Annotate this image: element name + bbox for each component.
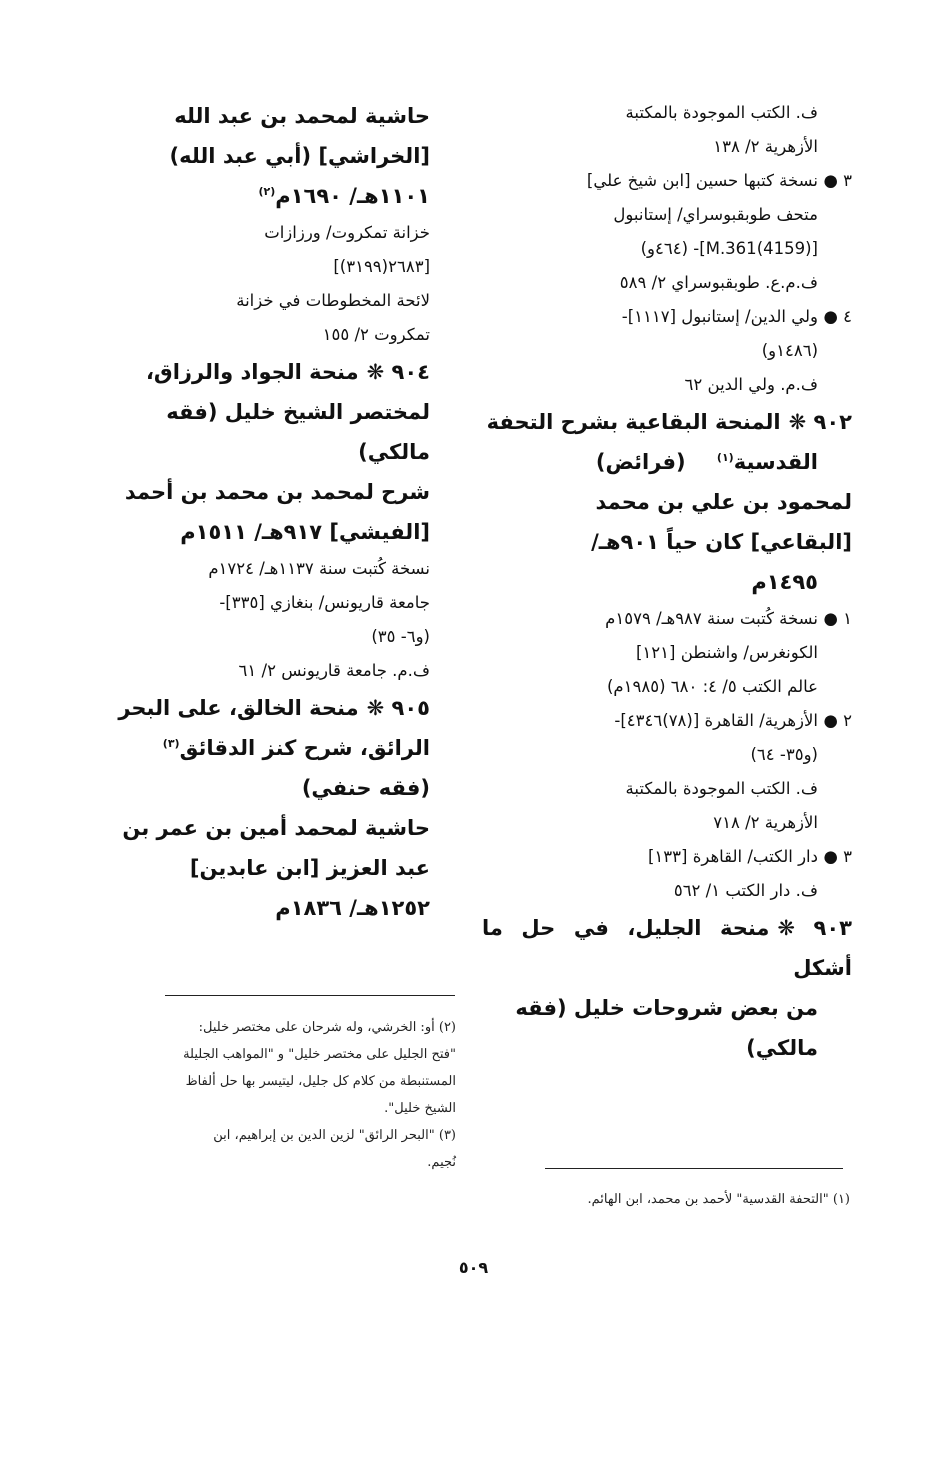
item-line: دار الكتب/ القاهرة [١٣٣] bbox=[647, 847, 818, 866]
entry-902-title-2 bbox=[482, 442, 852, 482]
ref-line: جامعة قاريونس/ بنغازي [٣٣٥]- bbox=[219, 593, 430, 612]
title-line: الرائق، شرح كنز الدقائق bbox=[179, 736, 430, 760]
ref-line: لائحة المخطوطات في خزانة bbox=[236, 291, 430, 310]
item-line: ف.م. ولي الدين ٦٢ bbox=[684, 375, 818, 394]
page-number: ٥٠٩ bbox=[458, 1258, 489, 1277]
author-line: [الخراشي] (أبي عبد الله) bbox=[169, 144, 430, 168]
item-line: ف. الكتب الموجودة بالمكتبة bbox=[625, 779, 818, 798]
footnote-text: نُجيم. bbox=[427, 1155, 456, 1170]
subject-tag: (فقه حنفي) bbox=[301, 776, 430, 800]
item-line: ف.م.ع. طوبقبوسراي ٢/ ٥٨٩ bbox=[619, 273, 818, 292]
footnote-text: أو: الخرشي، وله شرحان على مختصر خليل: bbox=[198, 1020, 435, 1035]
author-line: شرح لمحمد بن محمد بن أحمد bbox=[124, 480, 430, 504]
ref-line: [٢٦٨٣(٣١٩٩)] bbox=[333, 257, 430, 276]
footnote-text: المستنبطة من كلام كل جليل، ليتيسر بها حل ألفاظ bbox=[185, 1074, 456, 1089]
footnote-divider bbox=[545, 1168, 843, 1169]
ref-line: نسخة كُتبت سنة ١١٣٧هـ/ ١٧٢٤م bbox=[208, 559, 430, 578]
entry-number: ٩٠٢ ❋ bbox=[788, 410, 852, 434]
ref-line: الأزهرية ٢/ ١٣٨ bbox=[713, 137, 818, 156]
entry-number: ٩٠٤ ❋ bbox=[366, 360, 430, 384]
footnote-number: (٢) bbox=[438, 1020, 456, 1035]
copy-item bbox=[482, 840, 852, 908]
footnote-ref: (٣) bbox=[162, 737, 180, 750]
title-line: منحة الجواد والرزاق، bbox=[145, 360, 359, 384]
copy-item bbox=[482, 300, 852, 402]
footnote-text: "فتح الجليل على مختصر خليل" و "المواهب الجليلة bbox=[183, 1047, 456, 1062]
date-text: ١١٠١هـ/ ١٦٩٠م bbox=[275, 184, 430, 208]
author-line bbox=[95, 176, 430, 216]
title-line: القدسية bbox=[733, 450, 818, 474]
entry-number: ٩٠٣ ❋ bbox=[777, 916, 852, 940]
entry-905-title bbox=[95, 688, 430, 728]
author-line: عبد العزيز [ابن عابدين] bbox=[189, 856, 430, 880]
item-line: (١٤٨٦و) bbox=[761, 341, 818, 360]
item-bullet: ٢ ● bbox=[823, 711, 852, 730]
footnote-ref: (٢) bbox=[258, 185, 276, 198]
title-line: مالكي) bbox=[746, 1036, 818, 1060]
footnote-number: (٣) bbox=[438, 1128, 456, 1143]
item-line: ف. دار الكتب ١/ ٥٦٢ bbox=[673, 881, 818, 900]
copy-item bbox=[482, 602, 852, 704]
left-column bbox=[95, 96, 430, 928]
subject-tag: (فرائض) bbox=[595, 450, 686, 474]
title-line-2 bbox=[95, 728, 430, 768]
footnote-divider bbox=[165, 995, 455, 996]
author-line: [البقاعي] كان حياً ٩٠١هـ/ bbox=[591, 530, 852, 554]
author-line: حاشية لمحمد بن عبد الله bbox=[174, 104, 430, 128]
ref-line: ف. الكتب الموجودة بالمكتبة bbox=[625, 103, 818, 122]
ref-line: ف.م. جامعة قاريونس ٢/ ٦١ bbox=[238, 661, 430, 680]
footnote-text: الشيخ خليل". bbox=[384, 1101, 456, 1116]
item-bullet: ١ ● bbox=[823, 609, 852, 628]
copy-item bbox=[482, 704, 852, 840]
author-line: ١٤٩٥م bbox=[751, 570, 818, 594]
entry-902-title bbox=[482, 402, 852, 442]
ref-line: تمكروت ٢/ ١٥٥ bbox=[322, 325, 430, 344]
copy-item bbox=[482, 164, 852, 300]
ref-line: (و٦- ٣٥) bbox=[371, 627, 430, 646]
item-line: (و٣٥- ٦٤) bbox=[750, 745, 818, 764]
right-column bbox=[482, 96, 852, 1068]
footnote-text: "التحفة القدسية" لأحمد بن محمد، ابن الهائم. bbox=[587, 1192, 829, 1207]
ref-line: خزانة تمكروت/ ورزازات bbox=[264, 223, 430, 242]
item-line: الكونغرس/ واشنطن [١٢١] bbox=[635, 643, 818, 662]
footnote bbox=[128, 1014, 456, 1041]
item-bullet: ٣ ● bbox=[823, 847, 852, 866]
item-line: [(4159)M.361]- (٤٦٤و) bbox=[640, 239, 818, 258]
title-line: منحة الخالق، على البحر bbox=[118, 696, 359, 720]
footnote bbox=[128, 1122, 456, 1149]
item-line: الأزهرية/ القاهرة [(٧٨)٤٣٤٦]- bbox=[614, 711, 818, 730]
title-line: لمختصر الشيخ خليل (فقه bbox=[166, 400, 430, 424]
item-line: عالم الكتب ٥/ ٤: ٦٨٠ (١٩٨٥م) bbox=[606, 677, 818, 696]
footnotes-right bbox=[520, 1186, 850, 1213]
author-line: حاشية لمحمد أمين بن عمر بن bbox=[122, 816, 430, 840]
title-line: من بعض شروحات خليل (فقه bbox=[515, 996, 818, 1020]
item-line: الأزهرية ٢/ ٧١٨ bbox=[713, 813, 818, 832]
item-bullet: ٤ ● bbox=[823, 307, 852, 326]
item-line: نسخة كتبها حسين [ابن شيخ علي] bbox=[586, 171, 818, 190]
title-line: مالكي) bbox=[358, 440, 430, 464]
footnote bbox=[520, 1186, 850, 1213]
title-line: المنحة البقاعية بشرح التحفة bbox=[486, 410, 781, 434]
item-bullet: ٣ ● bbox=[823, 171, 852, 190]
item-line: متحف طوبقبوسراي/ إستانبول bbox=[613, 205, 818, 224]
item-line: ولي الدين/ إستانبول [١١١٧]- bbox=[621, 307, 818, 326]
entry-903-title bbox=[482, 908, 852, 988]
footnote-text: "البحر الرائق" لزين الدين بن إبراهيم، ابن bbox=[213, 1128, 435, 1143]
footnote-number: (١) bbox=[832, 1192, 850, 1207]
item-line: نسخة كُتبت سنة ٩٨٧هـ/ ١٥٧٩م bbox=[605, 609, 818, 628]
title-line: منحة الجليل، في حل ما أشكل bbox=[482, 916, 852, 980]
entry-904-title bbox=[95, 352, 430, 392]
footnote-ref: (١) bbox=[716, 451, 734, 464]
footnotes-left bbox=[128, 1014, 456, 1176]
author-line: لمحمود بن علي بن محمد bbox=[595, 490, 852, 514]
entry-number: ٩٠٥ ❋ bbox=[366, 696, 430, 720]
author-line: [الفيشي] ٩١٧هـ/ ١٥١١م bbox=[180, 520, 430, 544]
author-line: ١٢٥٢هـ/ ١٨٣٦م bbox=[275, 896, 430, 920]
